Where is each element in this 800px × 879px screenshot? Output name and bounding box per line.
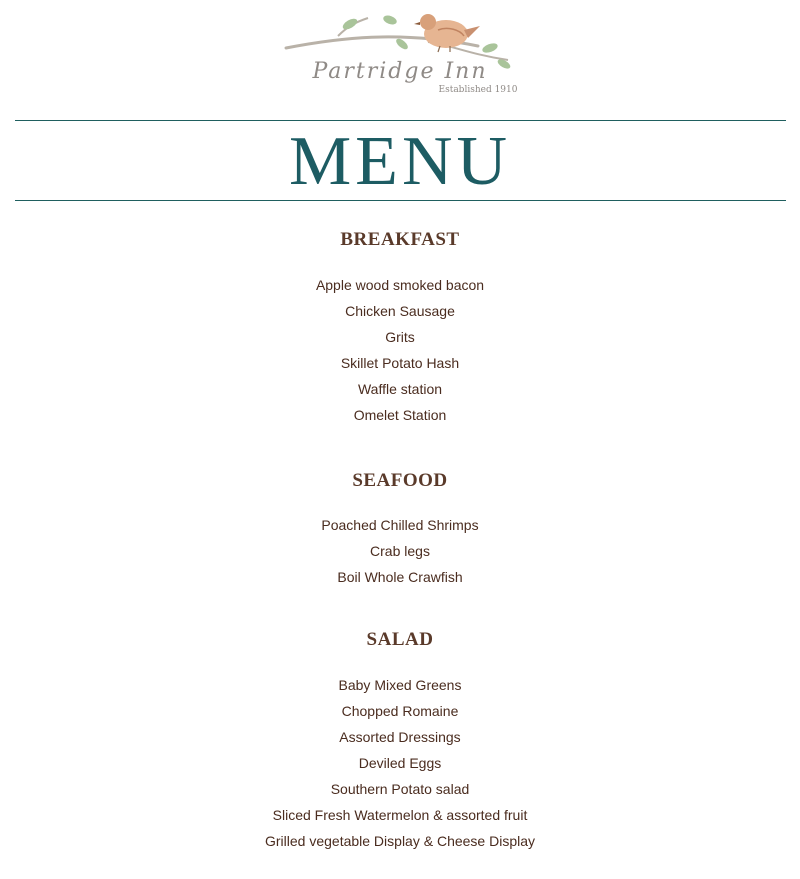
list-item: Crab legs bbox=[370, 543, 430, 559]
list-item: Grits bbox=[385, 329, 415, 345]
logo-name: Partridge Inn bbox=[312, 59, 488, 84]
logo-tagline: Established 1910 bbox=[438, 85, 518, 95]
list-item: Chicken Sausage bbox=[345, 303, 455, 319]
breakfast-list bbox=[0, 272, 800, 428]
list-item: Southern Potato salad bbox=[330, 781, 470, 797]
seafood-list bbox=[0, 512, 800, 590]
list-item: Grilled vegetable Display & Cheese Display bbox=[264, 833, 536, 849]
salad-list bbox=[0, 672, 800, 854]
list-item: Waffle station bbox=[357, 381, 443, 397]
section-heading-breakfast: BREAKFAST bbox=[340, 229, 460, 250]
section-heading-seafood: SEAFOOD bbox=[352, 470, 448, 491]
list-item: Boil Whole Crawfish bbox=[337, 569, 463, 585]
list-item: Assorted Dressings bbox=[339, 729, 461, 745]
list-item: Poached Chilled Shrimps bbox=[321, 517, 479, 533]
list-item: Skillet Potato Hash bbox=[340, 355, 460, 371]
title-divider-bottom bbox=[15, 200, 786, 201]
list-item: Chopped Romaine bbox=[341, 703, 459, 719]
title-divider-top bbox=[15, 120, 786, 121]
list-item: Apple wood smoked bacon bbox=[315, 277, 485, 293]
page-title: MENU bbox=[288, 123, 512, 200]
partridge-inn-logo bbox=[278, 8, 522, 96]
list-item: Omelet Station bbox=[353, 407, 447, 423]
list-item: Deviled Eggs bbox=[358, 755, 442, 771]
list-item: Sliced Fresh Watermelon & assorted fruit bbox=[272, 807, 528, 823]
list-item: Baby Mixed Greens bbox=[338, 677, 462, 693]
section-heading-salad: SALAD bbox=[366, 629, 434, 650]
